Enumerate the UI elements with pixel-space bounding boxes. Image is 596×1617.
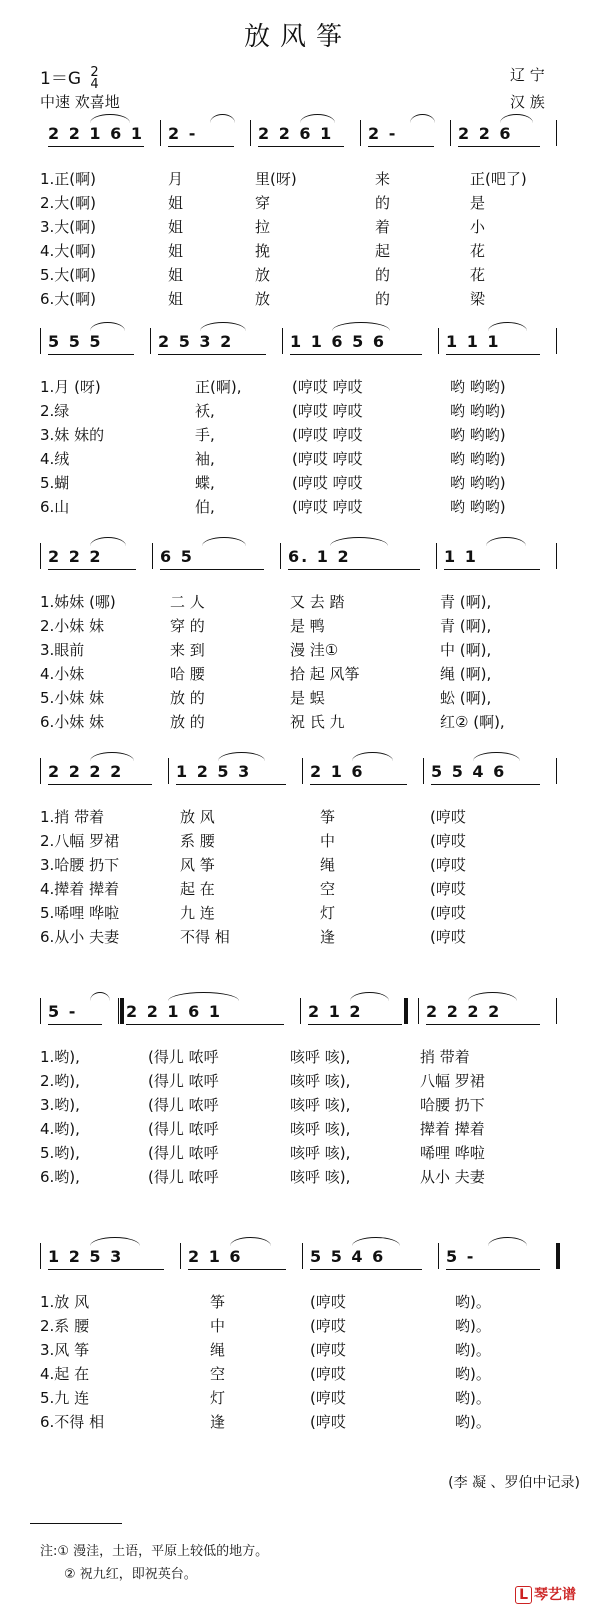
lyric-text: 5.九 连 [40, 1389, 90, 1407]
slur-mark [300, 114, 335, 123]
measure-notes: 6. 1 2 [288, 547, 351, 566]
barline [436, 543, 437, 569]
lyric-text: 青 (啊), [440, 593, 492, 611]
lyric-text: 正(啊), [195, 378, 242, 396]
slur-mark [90, 322, 125, 331]
lyric-text: 5.蝴 [40, 474, 70, 492]
lyric-text: 6.哟), [40, 1168, 80, 1186]
lyric-text: (哼哎 [310, 1413, 346, 1431]
lyric-text: 筝 [210, 1293, 226, 1311]
lyric-text: 红② (啊), [440, 713, 505, 731]
barline [423, 758, 424, 784]
lyric-text: (哼哎 [430, 928, 466, 946]
measure-notes: 2 1 2 [308, 1002, 363, 1021]
barline [556, 328, 557, 354]
lyric-text: 捎 带着 [420, 1048, 470, 1066]
beam-underline [458, 146, 540, 147]
lyric-text: 不得 相 [180, 928, 230, 946]
beam-underline [288, 569, 420, 570]
lyric-text: 唏哩 哗啦 [420, 1144, 485, 1162]
repeat-barline [120, 998, 124, 1024]
lyric-text: 哟 哟哟) [450, 426, 506, 444]
barline [556, 1243, 560, 1269]
lyric-text: 正(吧了) [470, 170, 527, 188]
lyric-text: (得儿 哝呼 [148, 1120, 219, 1138]
watermark-logo: L 琴艺谱 [515, 1584, 576, 1604]
lyric-text: 咳呼 咳), [290, 1144, 351, 1162]
measure-notes: 5 5 4 6 [310, 1247, 386, 1266]
lyric-text: 2.小妹 妹 [40, 617, 105, 635]
lyric-text: 6.不得 相 [40, 1413, 105, 1431]
beam-underline [258, 146, 344, 147]
lyric-text: 放 [255, 266, 271, 284]
tempo-marking: 中速 欢喜地 [40, 93, 120, 111]
barline [302, 1243, 303, 1269]
beam-underline [160, 569, 264, 570]
lyric-text: 起 [375, 242, 391, 260]
lyric-text: (哼哎 [310, 1293, 346, 1311]
lyric-text: 漫 洼① [290, 641, 339, 659]
measure-notes: 2 1 6 [310, 762, 365, 781]
lyric-text: 穿 的 [170, 617, 205, 635]
lyric-text: (得儿 哝呼 [148, 1048, 219, 1066]
lyric-text: 6.从小 夫妻 [40, 928, 120, 946]
barline [438, 328, 439, 354]
lyric-text: 又 去 踏 [290, 593, 345, 611]
barline [438, 1243, 439, 1269]
slur-mark [230, 1237, 271, 1246]
beam-underline [48, 1269, 164, 1270]
lyric-text: 放 风 [180, 808, 215, 826]
slur-mark [168, 992, 239, 1001]
barline [40, 1243, 41, 1269]
lyric-text: 4.大(啊) [40, 242, 97, 260]
lyric-text: 3.妹 妹的 [40, 426, 105, 444]
lyric-text: 梁 [470, 290, 486, 308]
lyric-text: 是 [470, 194, 486, 212]
lyric-text: (哼哎 哼哎 [292, 402, 363, 420]
measure-notes: 6 5 [160, 547, 194, 566]
lyric-text: 咳呼 咳), [290, 1072, 351, 1090]
slur-mark [330, 537, 388, 546]
lyric-text: (得儿 哝呼 [148, 1072, 219, 1090]
slur-mark [332, 322, 390, 331]
key-signature [40, 64, 99, 91]
lyric-text: (哼哎 [430, 808, 466, 826]
measure-notes: 2 2 2 2 [48, 762, 124, 781]
lyric-text: 起 在 [180, 880, 215, 898]
lyric-text: 灯 [320, 904, 336, 922]
lyric-text: (得儿 哝呼 [148, 1144, 219, 1162]
lyric-text: 5.大(啊) [40, 266, 97, 284]
lyric-text: 1.月 (呀) [40, 378, 101, 396]
time-signature: 2 4 [90, 65, 99, 92]
lyric-text: 5.哟), [40, 1144, 80, 1162]
lyric-text: 逢 [210, 1413, 226, 1431]
lyric-text: 3.大(啊) [40, 218, 97, 236]
lyric-text: (哼哎 [310, 1341, 346, 1359]
barline [118, 998, 119, 1024]
slur-mark [350, 992, 389, 1001]
lyric-text: 绳 [320, 856, 336, 874]
measure-notes: 1 2 5 3 [48, 1247, 124, 1266]
slur-mark [200, 322, 246, 331]
lyric-text: (哼哎 [310, 1317, 346, 1335]
barline [280, 543, 281, 569]
lyric-text: 来 到 [170, 641, 205, 659]
slur-mark [210, 114, 235, 123]
measure-notes: 2 5 3 2 [158, 332, 234, 351]
beam-underline [368, 146, 434, 147]
lyric-text: (得儿 哝呼 [148, 1096, 219, 1114]
lyric-text: 筝 [320, 808, 336, 826]
barline [250, 120, 251, 146]
measure-notes: 2 2 6 [458, 124, 513, 143]
lyric-text: (哼哎 哼哎 [292, 450, 363, 468]
lyric-text: 从小 夫妻 [420, 1168, 485, 1186]
beam-underline [48, 146, 144, 147]
barline [556, 758, 557, 784]
beam-underline [168, 146, 234, 147]
lyric-text: 中 [320, 832, 336, 850]
lyric-text: 5.小妹 妹 [40, 689, 105, 707]
lyric-text: 花 [470, 242, 486, 260]
lyric-text: 哈 腰 [170, 665, 205, 683]
measure-notes: 5 5 4 6 [431, 762, 507, 781]
lyric-text: 八幅 罗裙 [420, 1072, 485, 1090]
beam-underline [431, 784, 540, 785]
lyric-text: 哟)。 [455, 1317, 491, 1335]
beam-underline [48, 569, 136, 570]
lyric-text: 哟 哟哟) [450, 402, 506, 420]
slur-mark [90, 114, 130, 123]
measure-notes: 1 1 6 5 6 [290, 332, 386, 351]
lyric-text: 哈腰 扔下 [420, 1096, 485, 1114]
lyric-text: 6.小妹 妹 [40, 713, 105, 731]
barline [282, 328, 283, 354]
lyric-text: (哼哎 [310, 1389, 346, 1407]
lyric-text: 撵着 撵着 [420, 1120, 485, 1138]
lyric-text: 放 [255, 290, 271, 308]
measure-notes: 5 5 5 [48, 332, 103, 351]
region-label: 辽 宁 [510, 66, 545, 84]
lyric-text: 哟 哟哟) [450, 450, 506, 468]
barline [40, 758, 41, 784]
logo-icon: L [515, 1586, 532, 1604]
lyric-text: 穿 [255, 194, 271, 212]
barline [168, 758, 169, 784]
slur-mark [488, 1237, 527, 1246]
barline [152, 543, 153, 569]
ethnicity-label: 汉 族 [510, 93, 545, 111]
lyric-text: 4.小妹 [40, 665, 85, 683]
barline [450, 120, 451, 146]
beam-underline [188, 1269, 286, 1270]
barline [40, 328, 41, 354]
lyric-text: 1.放 风 [40, 1293, 90, 1311]
beam-underline [48, 1024, 102, 1025]
lyric-text: 九 连 [180, 904, 215, 922]
lyric-text: 小 [470, 218, 486, 236]
slur-mark [352, 1237, 400, 1246]
slur-mark [90, 537, 126, 546]
lyric-text: 3.风 筝 [40, 1341, 90, 1359]
lyric-text: (哼哎 哼哎 [292, 474, 363, 492]
lyric-text: 是 鸭 [290, 617, 325, 635]
measure-notes: 1 2 5 3 [176, 762, 252, 781]
lyric-text: 二 人 [170, 593, 205, 611]
barline [418, 998, 419, 1024]
slur-mark [218, 752, 265, 761]
lyric-text: (哼哎 哼哎 [292, 378, 363, 396]
lyric-text: 2.八幅 罗裙 [40, 832, 120, 850]
slur-mark [202, 537, 246, 546]
lyric-text: 伯, [195, 498, 215, 516]
slur-mark [486, 537, 526, 546]
lyric-text: 姐 [168, 290, 184, 308]
beam-underline [48, 784, 152, 785]
song-title: 放风筝 [243, 22, 352, 52]
key-label: 1＝G [40, 69, 81, 89]
beam-underline [158, 354, 266, 355]
barline [160, 120, 161, 146]
lyric-text: 绳 (啊), [440, 665, 492, 683]
lyric-text: 哟)。 [455, 1365, 491, 1383]
barline [150, 328, 151, 354]
lyric-text: 1.正(啊) [40, 170, 97, 188]
lyric-text: 里(呀) [255, 170, 297, 188]
slur-mark [488, 322, 527, 331]
lyric-text: 姐 [168, 194, 184, 212]
lyric-text: 哟 哟哟) [450, 474, 506, 492]
measure-notes: 2 2 1 6 1 [48, 124, 144, 143]
lyric-text: 手, [195, 426, 215, 444]
lyric-text: (哼哎 哼哎 [292, 498, 363, 516]
lyric-text: 的 [375, 290, 391, 308]
lyric-text: 哟 哟哟) [450, 378, 506, 396]
lyric-text: 咳呼 咳), [290, 1168, 351, 1186]
measure-notes: 1 1 [444, 547, 478, 566]
barline [556, 120, 557, 146]
lyric-text: 1.哟), [40, 1048, 80, 1066]
barline [180, 1243, 181, 1269]
lyric-text: 放 的 [170, 713, 205, 731]
measure-notes: 5 - [48, 1002, 78, 1021]
barline [300, 998, 301, 1024]
lyric-text: 哟)。 [455, 1413, 491, 1431]
lyric-text: 5.唏哩 哗啦 [40, 904, 120, 922]
lyric-text: 拾 起 风筝 [290, 665, 360, 683]
measure-notes: 2 2 1 6 1 [126, 1002, 222, 1021]
measure-notes: 2 2 6 1 [258, 124, 334, 143]
lyric-text: 咳呼 咳), [290, 1096, 351, 1114]
beam-underline [290, 354, 422, 355]
lyric-text: 挽 [255, 242, 271, 260]
lyric-text: 中 (啊), [440, 641, 492, 659]
lyric-text: 放 的 [170, 689, 205, 707]
beam-underline [176, 784, 286, 785]
lyric-text: 2.大(啊) [40, 194, 97, 212]
lyric-text: 哟)。 [455, 1293, 491, 1311]
lyric-text: 姐 [168, 242, 184, 260]
beam-underline [444, 569, 540, 570]
lyric-text: (哼哎 [430, 904, 466, 922]
lyric-text: 4.哟), [40, 1120, 80, 1138]
footnote-1: 注:① 漫洼，土语，平原上较低的地方。 [40, 1544, 269, 1559]
slur-mark [410, 114, 435, 123]
lyric-text: 着 [375, 218, 391, 236]
measure-notes: 2 2 2 [48, 547, 103, 566]
lyric-text: 咳呼 咳), [290, 1048, 351, 1066]
lyric-text: 6.山 [40, 498, 70, 516]
lyric-text: 系 腰 [180, 832, 215, 850]
beam-underline [308, 1024, 402, 1025]
lyric-text: 祝 氏 九 [290, 713, 345, 731]
barline [360, 120, 361, 146]
lyric-text: 3.哈腰 扔下 [40, 856, 120, 874]
lyric-text: 风 筝 [180, 856, 215, 874]
barline [556, 998, 557, 1024]
lyric-text: 蝶, [195, 474, 215, 492]
measure-notes: 2 2 2 2 [426, 1002, 502, 1021]
lyric-text: 2.绿 [40, 402, 70, 420]
lyric-text: (哼哎 [310, 1365, 346, 1383]
beam-underline [446, 354, 540, 355]
footnote-2: ② 祝九红，即祝英台。 [64, 1567, 197, 1582]
barline [40, 998, 41, 1024]
lyric-text: 2.系 腰 [40, 1317, 90, 1335]
slur-mark [473, 752, 520, 761]
measure-notes: 5 - [446, 1247, 476, 1266]
lyric-text: 4.起 在 [40, 1365, 90, 1383]
slur-mark [90, 1237, 140, 1246]
lyric-text: 逢 [320, 928, 336, 946]
barline [302, 758, 303, 784]
measure-notes: 2 - [168, 124, 198, 143]
lyric-text: 月 [168, 170, 184, 188]
lyric-text: 空 [210, 1365, 226, 1383]
lyric-text: 4.绒 [40, 450, 70, 468]
lyric-text: 灯 [210, 1389, 226, 1407]
lyric-text: 青 (啊), [440, 617, 492, 635]
measure-notes: 1 1 1 [446, 332, 501, 351]
lyric-text: 6.大(啊) [40, 290, 97, 308]
lyric-text: 蚣 (啊), [440, 689, 492, 707]
lyric-text: 3.眼前 [40, 641, 85, 659]
beam-underline [48, 354, 134, 355]
lyric-text: 的 [375, 266, 391, 284]
lyric-text: 1.姊妹 (哪) [40, 593, 116, 611]
beam-underline [426, 1024, 540, 1025]
beam-underline [310, 1269, 422, 1270]
lyric-text: 是 蜈 [290, 689, 325, 707]
lyric-text: (哼哎 哼哎 [292, 426, 363, 444]
lyric-text: 姐 [168, 218, 184, 236]
lyric-text: 来 [375, 170, 391, 188]
lyric-text: 的 [375, 194, 391, 212]
lyric-text: 哟 哟哟) [450, 498, 506, 516]
lyric-text: 1.捎 带着 [40, 808, 105, 826]
slur-mark [468, 992, 517, 1001]
measure-notes: 2 1 6 [188, 1247, 243, 1266]
slur-mark [90, 992, 110, 1001]
transcription-credit: (李 凝 、罗伯中记录) [448, 1475, 580, 1491]
lyric-text: 哟)。 [455, 1389, 491, 1407]
lyric-text: 2.哟), [40, 1072, 80, 1090]
barline [556, 543, 557, 569]
slur-mark [90, 752, 134, 761]
lyric-text: (得儿 哝呼 [148, 1168, 219, 1186]
lyric-text: 拉 [255, 218, 271, 236]
lyric-text: 咳呼 咳), [290, 1120, 351, 1138]
lyric-text: (哼哎 [430, 832, 466, 850]
lyric-text: 中 [210, 1317, 226, 1335]
beam-underline [310, 784, 407, 785]
lyric-text: 花 [470, 266, 486, 284]
barline [40, 543, 41, 569]
lyric-text: 3.哟), [40, 1096, 80, 1114]
lyric-text: 哟)。 [455, 1341, 491, 1359]
lyric-text: 绳 [210, 1341, 226, 1359]
lyric-text: (哼哎 [430, 880, 466, 898]
beam-underline [126, 1024, 284, 1025]
beam-underline [446, 1269, 540, 1270]
lyric-text: 袖, [195, 450, 215, 468]
lyric-text: 姐 [168, 266, 184, 284]
footnote-divider [30, 1523, 122, 1524]
slur-mark [500, 114, 533, 123]
lyric-text: 空 [320, 880, 336, 898]
lyric-text: 袄, [195, 402, 215, 420]
lyric-text: (哼哎 [430, 856, 466, 874]
slur-mark [352, 752, 393, 761]
measure-notes: 2 - [368, 124, 398, 143]
lyric-text: 4.撵着 撵着 [40, 880, 120, 898]
